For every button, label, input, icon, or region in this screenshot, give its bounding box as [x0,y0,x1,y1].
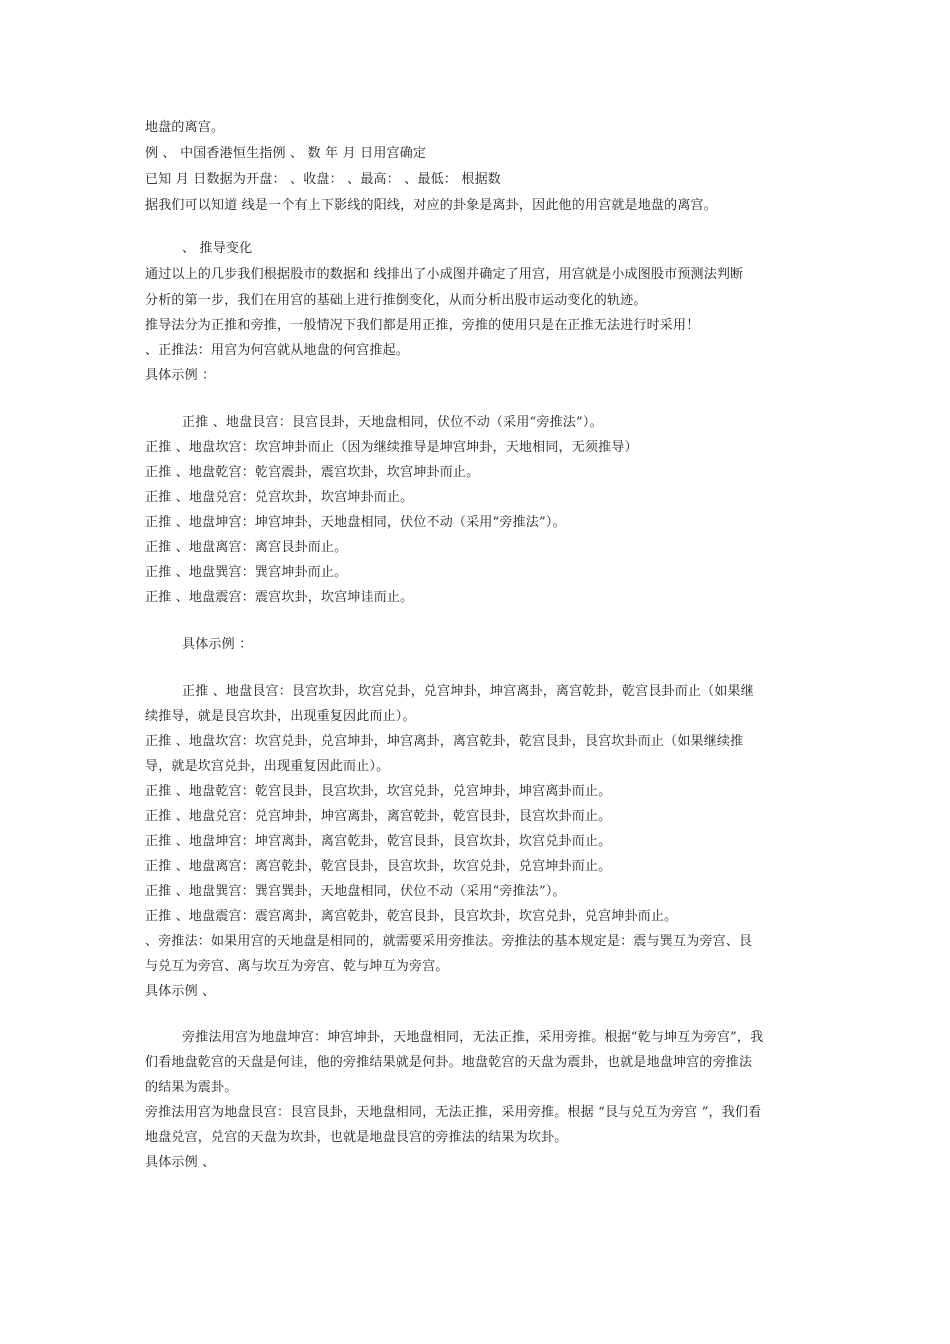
text-line: 与兑互为旁宫、离与坎互为旁宫、乾与坤互为旁宫。 [145,959,449,974]
text-line: 已知 月 日数据为开盘： 、收盘： 、最高： 、最低： 根据数 [145,172,501,187]
text-line: 正推 、地盘兑宫：兑宫坤卦，坤宫离卦，离宫乾卦，乾宫艮卦，艮宫坎卦而止。 [145,809,612,824]
text-line: 正推 、地盘震宫：震宫离卦，离宫乾卦，乾宫艮卦，艮宫坎卦，坎宫兑卦，兑宫坤卦而止。 [145,909,678,924]
text-line: 正推 、地盘坎宫：坎宫兑卦，兑宫坤卦，坤宫离卦，离宫乾卦，乾宫艮卦，艮宫坎卦而止（如果继续推 [145,734,744,749]
text-line: 正推 、地盘震宫：震宫坎卦，坎宫坤诖而止。 [145,590,414,605]
text-line: 的结果为震卦。 [145,1080,238,1095]
text-line: 例 、 中国香港恒生指例 、 数 年 月 日用宫确定 [145,146,427,161]
text-line: 、旁推法：如果用宫的天地盘是相同的，就需要采用旁推法。旁推法的基本规定是：震与巽互为旁宫、艮 [145,934,753,949]
text-line: 正推 、地盘离宫：离宫乾卦，乾宫艮卦，艮宫坎卦，坎宫兑卦，兑宫坤卦而止。 [145,859,612,874]
text-line: 旁推法用宫为地盘坤宫：坤宫坤卦，天地盘相同，无法正推，采用旁推。根据“乾与坤互为旁宫”，我 [182,1030,764,1045]
text-line: 具体示例 、 [145,984,216,999]
text-line: 分析的第一步，我们在用宫的基础上进行推倒变化，从而分析出股市运动变化的轨迹。 [145,293,647,308]
text-line: 正推 、地盘巽宫：巽宫巽卦，天地盘相同，伏位不动（采用“旁推法”）。 [145,884,566,899]
text-line: 续推导，就是艮宫坎卦，出现重复因此而止）。 [145,709,416,724]
text-line: 正推 、地盘乾宫：乾宫震卦，震宫坎卦，坎宫坤卦而止。 [145,465,480,480]
text-line: 具体示例 、 [145,1155,216,1170]
text-line: 们看地盘乾宫的天盘是何诖，他的旁推结果就是何卦。地盘乾宫的天盘为震卦，也就是地盘坤宫的旁推法 [145,1055,753,1070]
text-line: 地盘的离宫。 [145,120,225,135]
text-line: 正推 、地盘乾宫：乾宫艮卦，艮宫坎卦，坎宫兑卦，兑宫坤卦，坤宫离卦而止。 [145,784,612,799]
text-line: 推导法分为正推和旁推，一般情况下我们都是用正推，旁推的使用只是在正推无法进行时采用！ [145,318,700,333]
text-line: 正推 、地盘离宫：离宫艮卦而止。 [145,540,348,555]
text-line: 据我们可以知道 线是一个有上下影线的阳线，对应的卦象是离卦，因此他的用宫就是地盘的离宫。 [145,198,717,213]
text-line: 正推 、地盘坎宫：坎宫坤卦而止（因为继续推导是坤宫坤卦，天地相同，无须推导） [145,440,638,455]
text-line: 导，就是坎宫兑卦，出现重复因此而止）。 [145,759,390,774]
text-line: 正推 、地盘兑宫：兑宫坎卦，坎宫坤卦而止。 [145,490,414,505]
text-line: 正推 、地盘坤宫：坤宫坤卦，天地盘相同，伏位不动（采用“旁推法”）。 [145,515,566,530]
text-line: 旁推法用宫为地盘艮宫：艮宫艮卦，天地盘相同，无法正推，采用旁推。根据 “艮与兑互为旁宫 ”，我们看 [145,1105,762,1120]
text-line: 正推 、地盘坤宫：坤宫离卦，离宫乾卦，乾宫艮卦，艮宫坎卦，坎宫兑卦而止。 [145,834,612,849]
text-line: 地盘兑宫，兑宫的天盘为坎卦，也就是地盘艮宫的旁推法的结果为坎卦。 [145,1130,568,1145]
text-line: 正推 、地盘艮宫：艮宫坎卦，坎宫兑卦，兑宫坤卦，坤宫离卦，离宫乾卦，乾宫艮卦而止（如果继 [182,684,754,699]
text-line: 正推 、地盘艮宫：艮宫艮卦，天地盘相同，伏位不动（采用“旁推法”）。 [182,415,603,430]
section-heading: 、 推导变化 [182,241,253,256]
text-line: 具体示例 ： [182,637,253,652]
text-line: 、正推法：用宫为何宫就从地盘的何宫推起。 [145,343,410,358]
text-line: 通过以上的几步我们根据股市的数据和 线排出了小成图并确定了用宫，用宫就是小成图股市预测法判断 [145,267,744,282]
text-line: 具体示例 ： [145,368,216,383]
text-line: 正推 、地盘巽宫：巽宫坤卦而止。 [145,565,348,580]
